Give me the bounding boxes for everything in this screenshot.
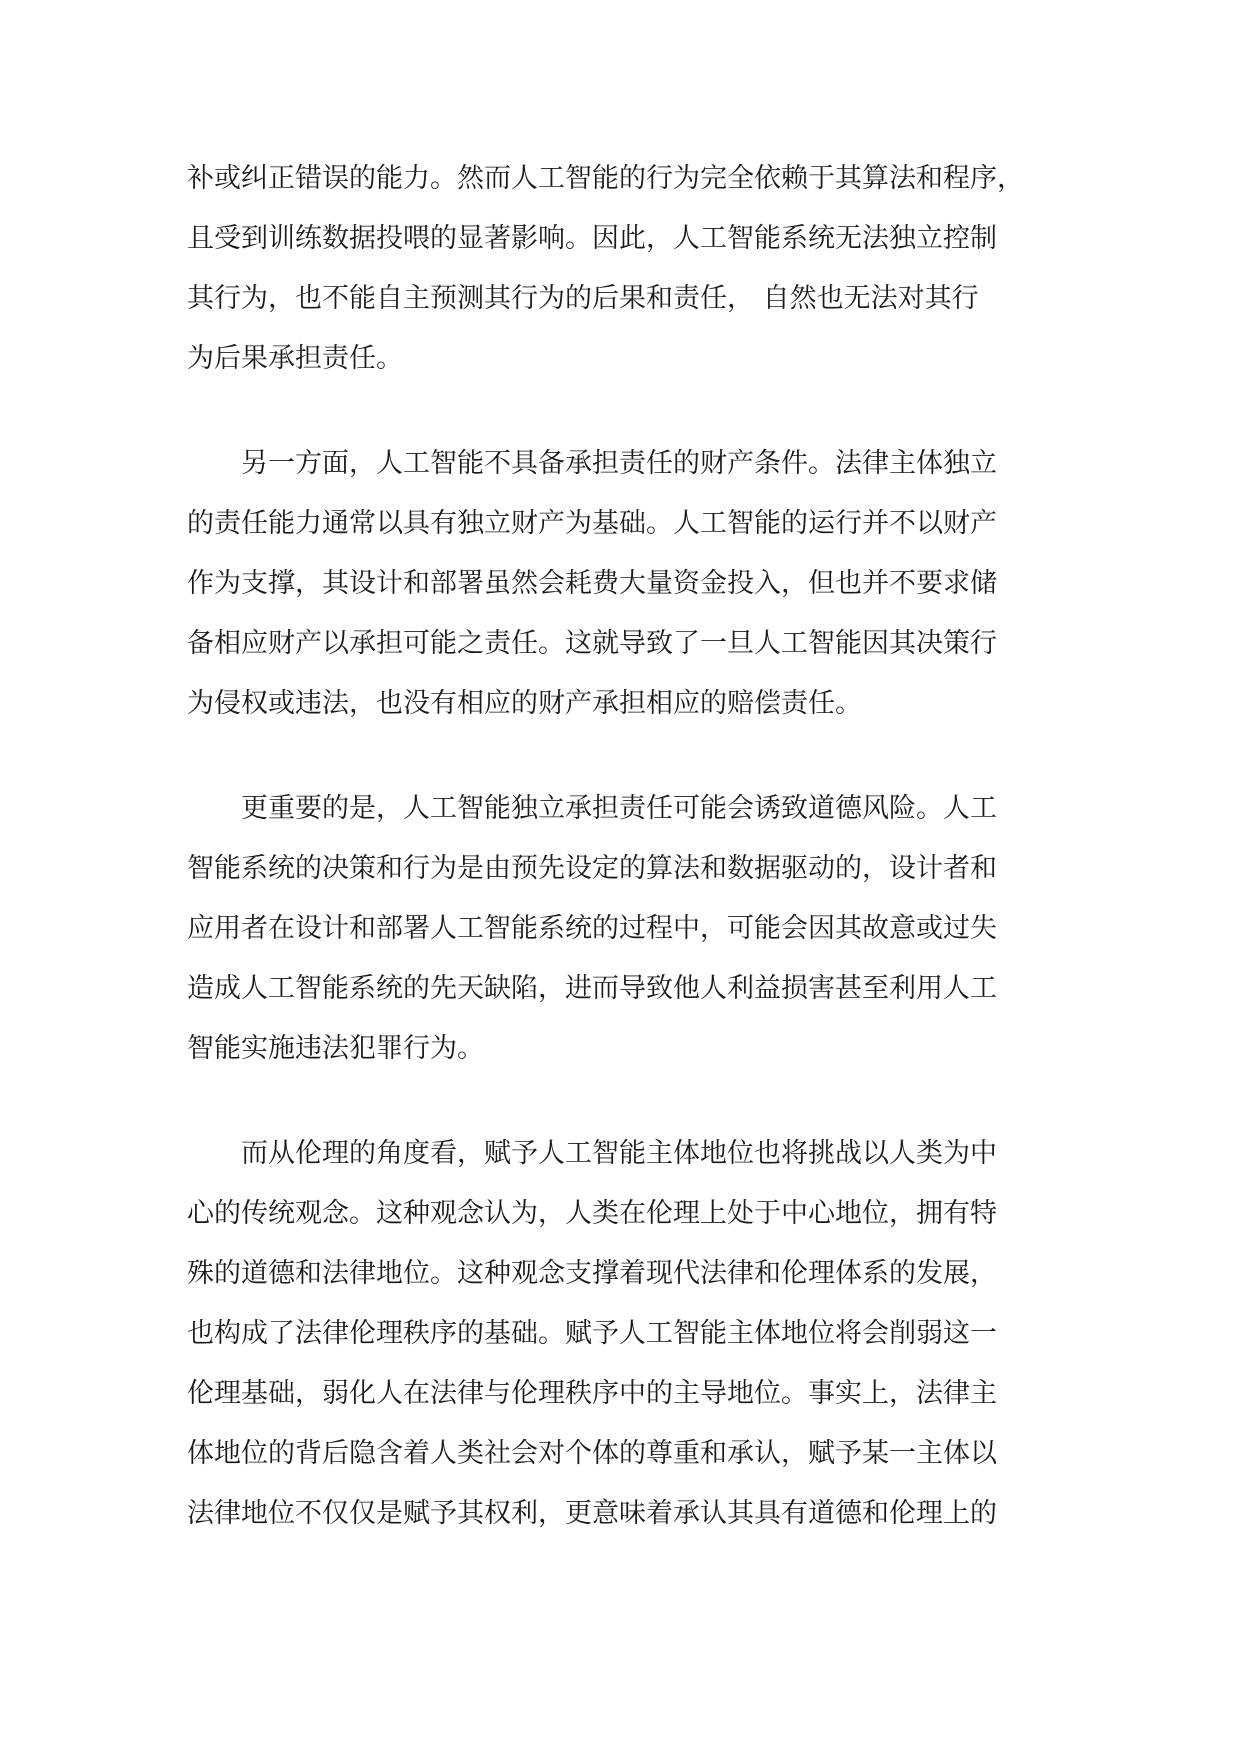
text-line: 为侵权或违法，也没有相应的财产承担相应的赔偿责任。 [187, 688, 862, 719]
text-line: 而从伦理的角度看，赋予人工智能主体地位也将挑战以人类为中 [241, 1138, 997, 1169]
paragraph-spacer [187, 734, 1067, 779]
text-line: 另一方面，人工智能不具备承担责任的财产条件。法律主体独立 [241, 448, 997, 479]
text-line: 体地位的背后隐含着人类社会对个体的尊重和承认，赋予某一主体以 [187, 1438, 997, 1469]
document-body [187, 149, 1067, 1544]
paragraph-spacer [187, 389, 1067, 434]
text-line: 伦理基础，弱化人在法律与伦理秩序中的主导地位。事实上，法律主 [187, 1378, 997, 1409]
paragraph-spacer [187, 1079, 1067, 1124]
text-line: 智能实施违法犯罪行为。 [187, 1033, 484, 1064]
text-line: 备相应财产以承担可能之责任。这就导致了一旦人工智能因其决策行 [187, 628, 997, 659]
paragraph-4 [187, 1124, 1067, 1544]
text-line: 且受到训练数据投喂的显著影响。因此，人工智能系统无法独立控制 [187, 223, 997, 254]
text-line: 其行为，也不能自主预测其行为的后果和责任， 自然也无法对其行 [187, 283, 979, 314]
paragraph-2 [187, 434, 1067, 734]
text-line: 作为支撑，其设计和部署虽然会耗费大量资金投入，但也并不要求储 [187, 568, 997, 599]
paragraph-1 [187, 149, 1067, 389]
text-line: 更重要的是，人工智能独立承担责任可能会诱致道德风险。人工 [241, 793, 997, 824]
text-line: 也构成了法律伦理秩序的基础。赋予人工智能主体地位将会削弱这一 [187, 1318, 997, 1349]
text-line: 智能系统的决策和行为是由预先设定的算法和数据驱动的，设计者和 [187, 853, 997, 884]
text-line: 法律地位不仅仅是赋予其权利，更意味着承认其具有道德和伦理上的 [187, 1498, 997, 1529]
paragraph-3 [187, 779, 1067, 1079]
text-line: 补或纠正错误的能力。然而人工智能的行为完全依赖于其算法和程序， [187, 163, 1024, 194]
text-line: 应用者在设计和部署人工智能系统的过程中，可能会因其故意或过失 [187, 913, 997, 944]
text-line: 的责任能力通常以具有独立财产为基础。人工智能的运行并不以财产 [187, 508, 997, 539]
text-line: 为后果承担责任。 [187, 343, 403, 374]
text-line: 心的传统观念。这种观念认为，人类在伦理上处于中心地位，拥有特 [187, 1198, 997, 1229]
text-line: 造成人工智能系统的先天缺陷，进而导致他人利益损害甚至利用人工 [187, 973, 997, 1004]
text-line: 殊的道德和法律地位。这种观念支撑着现代法律和伦理体系的发展， [187, 1258, 997, 1289]
